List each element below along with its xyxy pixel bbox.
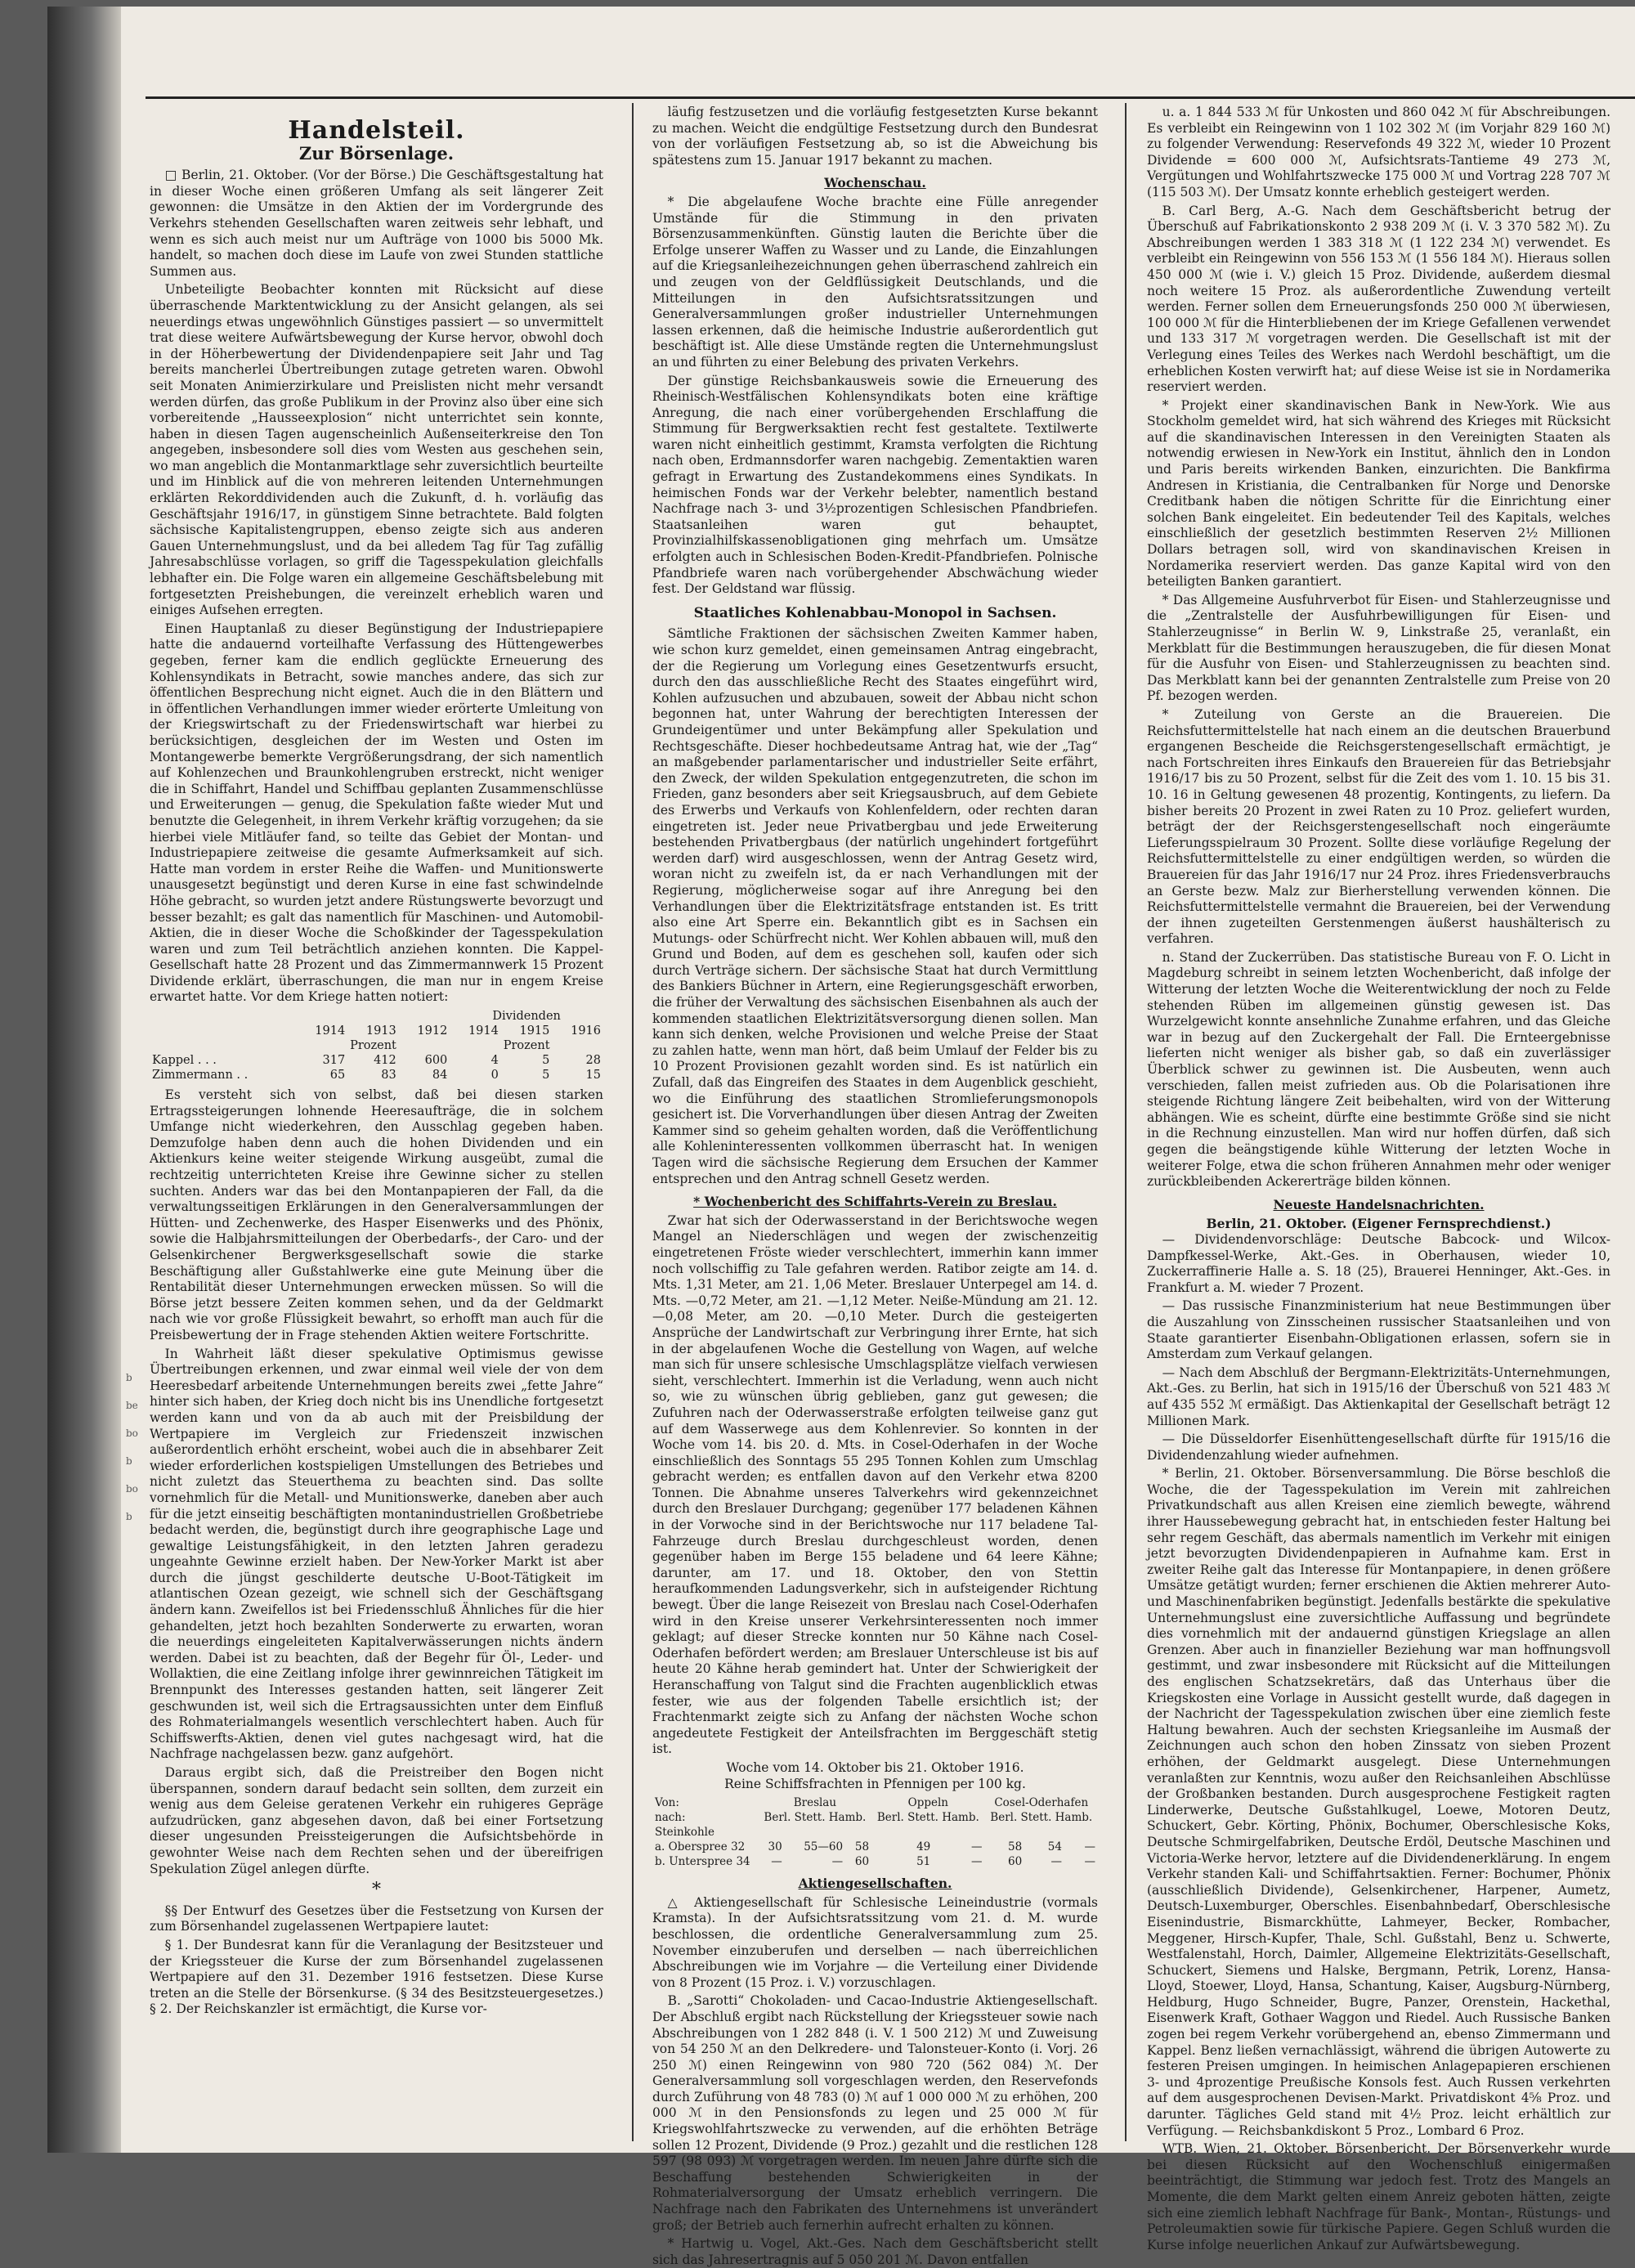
article-paragraph: * Projekt einer skandinavischen Bank in New-York. Wie aus Stockholm gemeldet wird, hat sich während des Krieges mit Rücksicht auf die skandinavischen Interessen in den Vereinigten Staaten als notwendig erwiesen in New-York ein Institut, ähnlich den in London und Paris bereits wirkenden Banken, einzurichten. Die Bankfirma Andresen in Kristiania, die Centralbanken für Norge und Denorske Creditbank haben die nötigen Schritte für die Einrichtung einer solchen Bank eingeleitet. Ein bedeutender Teil des Kapitals, welches einschließlich der gesetzlich bestimmten Reserven 2½ Millionen Dollars betragen soll, wird von skandinavischen Kreisen in Nordamerika reserviert werden. Das ganze Kapital wird von den beteiligten Banken garantiert. xyxy=(1147,397,1610,589)
article-paragraph: — Das russische Finanzministerium hat neue Bestimmungen über die Auszahlung von Zinsscheinen russischer Staatsanleihen und von Staate garantierter Eisenbahn-Obligationen erlassen, sofern sie in Amsterdam zum Verkauf gelangen. xyxy=(1147,1298,1610,1362)
table-label: Von: xyxy=(655,1796,679,1810)
table-subtitle: Reine Schiffsfrachten in Pfennigen per 100 kg. xyxy=(724,1776,1026,1791)
table-header: Oppeln xyxy=(907,1796,948,1810)
row-label: Kappel . . . xyxy=(152,1054,217,1068)
table-cell: 412 xyxy=(374,1054,396,1068)
section-heading: Staatliches Kohlenabbau-Monopol in Sachsen. xyxy=(693,604,1057,621)
article-paragraph: Es versteht sich von selbst, daß bei diesen starken Ertragssteigerungen lohnende Heeresaufträge, die in solchem Umfange nicht wiederkehren, den Ausschlag gegeben haben. Demzufolge haben denn auch die hohen Dividenden und ein Aktienkurs keine weiter steigende Wirkung ausgeübt, zumal die rechtzeitig unterrichteten Kreise ihre Gewinne sicher zu stellen suchten. Anders war das bei den Montanpapieren der Fall, da die verwaltungsseitigen Erklärungen in den Generalversammlungen der Hütten- und Zechenwerke, des Hasper Eisenwerks und des Phönix, sowie die Halbjahrsmitteilungen der Oberbedarfs-, der Caro- und der Gelsenkirchener Bergwerksgesellschaft sowie die starke Beschäftigung aller Gußstahlwerke eine gute Meinung über die Rentabilität dieser Unternehmungen erwecken müssen. So will die Börse jetzt bessere Zeiten kommen sehen, und da der Geldmarkt nach wie vor große Flüssigkeit bewahrt, so erhofft man auch für die Preisbewertung der in Frage stehenden Aktien weitere Fortschritte. xyxy=(150,1087,603,1342)
table-cell: — xyxy=(1050,1855,1062,1869)
table-year: 1914 xyxy=(315,1024,346,1038)
article-paragraph: * Hartwig u. Vogel, Akt.-Ges. Nach dem Geschäftsbericht stellt sich das Jahresertragnis auf 5 050 201 ℳ. Davon entfallen xyxy=(652,2236,1098,2267)
table-header: Cosel-Oderhafen xyxy=(994,1796,1089,1810)
table-row-head: Steinkohle xyxy=(655,1826,714,1840)
table-header: Berl. Stett. Hamb. xyxy=(764,1811,867,1825)
article-paragraph: * Zuteilung von Gerste an die Brauereien. Die Reichsfuttermittelstelle hat nach einem an die deutschen Brauerbund ergangenen Bescheide die Reichsgerstengesellschaft ermächtigt, je nach Fortschreiten ihres Einkaufs den Brauereien für das Betriebsjahr 1916/17 bis zu 50 Prozent, selbst für die Zeit des vom 1. 10. 15 bis 31. 10. 16 in Geltung gewesenen 48 prozentig, Kontingents, zu liefern. Da bisher bereits 20 Prozent in zwei Raten zu 10 Proz. geliefert wurden, beträgt der der Reichsgerstengesellschaft noch eingeräumte Lieferungsspielraum 30 Prozent. Sollte diese vorläufige Regelung der Reichsfuttermittelstelle zu einer endgültigen werden, so würden die Brauereien für das Jahr 1916/17 nur 24 Proz. ihres Friedensverbrauchs an Gerste bezw. Malz zur Bierherstellung verwenden können. Die Reichsfuttermittelstelle vermahnt die Brauereien, bei der Verwendung der ihnen zugeteilten Gerstenmengen äußerst haushälterisch zu verfahren. xyxy=(1147,706,1610,947)
section-masthead: Handelsteil. xyxy=(288,116,465,145)
article-paragraph: □ Berlin, 21. Oktober. (Vor der Börse.) Die Geschäftsgestaltung hat in dieser Woche einen größeren Umfang als seit längerer Zeit gewonnen: die Umsätze in den Aktien der im Vordergrunde des Verkehrs stehenden Gesellschaften waren zeitweis sehr lebhaft, und wenn es sich auch meist nur um Aufträge von 1000 bis 5000 Mk. handelt, so machen doch diese im Laufe von zwei Stunden stattliche Summen aus. xyxy=(150,168,603,279)
table-title: Woche vom 14. Oktober bis 21. Oktober 1916. xyxy=(726,1759,1024,1775)
article-paragraph: △ Aktiengesellschaft für Schlesische Leineindustrie (vormals Kramsta). In der Aufsichtsratssitzung vom 21. d. M. wurde beschlossen, die ordentliche Generalversammlung zum 25. November einzuberufen und derselben — nach überreichlichen Abschreibungen wie im Vorjahre — die Verteilung einer Dividende von 8 Prozent (15 Proz. i. V.) vorzuschlagen. xyxy=(652,1894,1098,1990)
row-label: b. Unterspree 34 xyxy=(655,1855,750,1869)
article-paragraph: * Die abgelaufene Woche brachte eine Fülle anregender Umstände für die Stimmung in den privaten Börsenzusammenkünften. Günstig lauten die Berichte über die Erfolge unserer Waffen zu Wasser und zu Lande, die Einzahlungen auf die Kriegsanleihezeichnungen gehen überraschend zahlreich ein und zeugen von der Geldflüssigkeit Deutschlands, und die Mitteilungen in den Aufsichtsratssitzungen und Generalversammlungen großer industrieller Unternehmungen lassen erkennen, daß die heimische Industrie außerordentlich gut beschäftigt ist. Alle diese Umstände regten die Unternehmungslust an und führten zu einer Belebung des privaten Verkehrs. xyxy=(652,194,1098,370)
article-paragraph: n. Stand der Zuckerrüben. Das statistische Bureau von F. O. Licht in Magdeburg schreibt in seinem letzten Wochenbericht, daß infolge der Witterung der letzten Woche die Weiterentwicklung der noch zu Felde stehenden Rüben im allgemeinen günstig gewesen ist. Das Wurzelgewicht konnte ansehnliche Zunahme erfahren, und das Gleiche war in bezug auf den Zuckergehalt der Fall. Die Ernteergebnisse lieferten nicht weniger als bisher gab, so daß ein zuverlässiger Überblick schwer zu gewinnen ist. Die Ausbeuten, wenn auch verschieden, fallen meist zufrieden aus. Ob die Polarisationen ihre steigende Richtung längere Zeit beibehalten, wird von der Witterung abhängen. Wie es scheint, dürfte eine bestimmte Größe sind sie nicht in die Rechnung einzustellen. Man wird nur hoffen dürfen, daß sich gegen die beängstigende kühle Witterung der letzten Woche in weiterer Folge, etwa die schon früheren Annahmen mehr oder weniger zurückbleibenden Ackererträge bilden können. xyxy=(1147,949,1610,1190)
table-cell: — xyxy=(831,1855,844,1869)
newspaper-page xyxy=(47,7,1635,2267)
table-cell: 60 xyxy=(1008,1855,1023,1869)
table-cell: — xyxy=(1084,1840,1095,1854)
table-cell: 55—60 xyxy=(804,1840,844,1854)
column-3 xyxy=(1147,105,1610,2252)
article-paragraph: läufig festzusetzen und die vorläufig festgesetzten Kurse bekannt zu machen. Weicht die endgültige Festsetzung durch den Bundesrat von der vorläufigen Festsetzung ab, so ist die Abweichung bis spätestens zum 15. Januar 1917 bekannt zu machen. xyxy=(652,105,1098,168)
table-row xyxy=(150,1068,603,1082)
table-unit: Prozent xyxy=(350,1039,396,1053)
article-title: Zur Börsenlage. xyxy=(298,142,455,164)
article-paragraph: In Wahrheit läßt dieser spekulative Optimismus gewisse Übertreibungen erkennen, und zwar einmal weil viele der von dem Heeresbedarf arbeitende Unternehmungen bereits zwei „fette Jahre“ hinter sich haben, der Krieg doch nicht bis ins Unendliche fortgesetzt werden kann und von da ab auch mit der Preisbildung der Wertpapiere im Vergleich zur Friedenszeit inzwischen außerordentlich erhöht erscheint, wobei auch die in absehbarer Zeit wieder erforderlichen kostspieligen Umstellungen des Betriebes und nicht zuletzt das Steuerthema zu beachten sind. Das sollte vornehmlich für die Metall- und Munitionswerke, daneben aber auch für die jetzt einseitig beschäftigten montanindustriellen Großbetriebe bedacht werden, die, begünstigt durch ihre geographische Lage und gewaltige Leistungsfähigkeit, in den letzten Jahren geradezu ungeahnte Gewinne erzielt haben. Der New-Yorker Markt ist aber durch die jüngst geschilderte deutsche U-Boot-Tätigkeit im atlantischen Ozean gezeigt, wie schnell sich der Geschäftsgang ändern kann. Zweifellos ist bei Friedensschluß Ähnliches für die hier gehandelten, jetzt hoch bezahlten Sonderwerte zu erwarten, woran die neuerdings eingeleiteten Kapitalverwässerungen nichts ändern werden. Dabei ist zu beachten, daß der Begehr für Öl-, Leder- und Wollaktien, die eine Zeitlang infolge ihrer gewinnreichen Tätigkeit im Brennpunkt des Interesses gestanden hatten, seit längerer Zeit geschwunden ist, weil sich die Ertragsaussichten unter dem Einfluß des Rohmaterialmangels wesentlich verschlechtert haben. Auch für Schiffswerfts-Aktien, denen viel gutes nachgesagt wird, hat die Nachfrage nachgelassen bezw. ganz aufgehört. xyxy=(150,1346,603,1762)
article-paragraph: Unbeteiligte Beobachter konnten mit Rücksicht auf diese überraschende Marktentwicklung zu der Ansicht gelangen, als sei neuerdings etwas ungewöhnlich Günstiges passiert — so unvermittelt trat diese weitere Aufwärtsbewegung der Kurse hervor, obwohl doch in der Höherbewertung der Dividendenpapiere seit Jahr und Tag bereits mancherlei Übertreibungen zutage getreten waren. Obwohl seit Monaten Animierzirkulare und Preislisten nicht mehr versandt werden dürfen, das große Publikum in der Provinz also über eine sich vorbereitende „Hausseexplosion“ nicht unterrichtet sein konnte, haben in diesen Tagen augenscheinlich Außenseiterkreise den Ton angegeben, insbesondere soll dies vom Westen aus geschehen sein, wo man angeblich die Montanmarktlage sehr zuversichtlich beurteilte und im Hinblick auf die von mehreren leitenden Unternehmungen erklärten Rekorddividenden auch die Zukunft, d. h. vorläufig das Geschäftsjahr 1916/17, in günstigem Sinne betrachtete. Bald folgten sächsische Kapitalistengruppen, ebenso zeigte sich aus anderen Gauen Unternehmungslust, und da bei alledem Tag für Tag zufällig Jahresabschlüsse vorlagen, so griff die Tagesspekulation gleichfalls lebhafter ein. Die Folge waren ein allgemeine Geschäftsbelebung mit fortgesetzten Preishebungen, die vereinzelt erheblich waren und einiges Aufsehen erregten. xyxy=(150,282,603,618)
article-paragraph: B. „Sarotti“ Chokoladen- und Cacao-Industrie Aktiengesellschaft. Der Abschluß ergibt nach Rückstellung der Kriegssteuer sowie nach Abschreibungen von 1 282 848 (i. V. 1 500 212) ℳ und Zuweisung von 54 250 ℳ an den Delkredere- und Talonsteuer-Konto (i. Vorj. 26 250 ℳ) einen Reingewinn von 980 720 (562 084) ℳ. Der Generalversammlung soll vorgeschlagen werden, den Reservefonds durch Zuführung von 48 783 (0) ℳ auf 1 000 000 ℳ zu erhöhen, 200 000 ℳ in den Pensionsfonds zu legen und 25 000 ℳ für Kriegswohlfahrtszwecke zu verwenden, auf die erhöhten Beträge sollen 12 Prozent, Dividende (9 Proz.) gezahlt und die restlichen 128 597 (98 093) ℳ vorgetragen werden. Im neuen Jahre dürfte sich die Beschaffung bestehenden Schwierigkeiten in der Rohmaterialversorgung der Umsatz erheblich verringern. Die Nachfrage nach den Fabrikaten des Unternehmens ist unverändert groß; der Betrieb auch fernerhin aufrecht erhalten zu können. xyxy=(652,1993,1098,2233)
table-year: 1915 xyxy=(519,1024,550,1038)
table-year: 1916 xyxy=(571,1024,601,1038)
table-row xyxy=(150,1053,603,1068)
table-label: nach: xyxy=(655,1811,686,1825)
table-row xyxy=(652,1854,1098,1869)
table-unit: Prozent xyxy=(503,1039,550,1053)
section-heading: Neueste Handelsnachrichten. xyxy=(1273,1196,1485,1212)
table-cell: 0 xyxy=(490,1069,499,1082)
table-year: 1914 xyxy=(468,1024,499,1038)
table-cell: 83 xyxy=(381,1069,396,1082)
article-paragraph: §§ Der Entwurf des Gesetzes über die Festsetzung von Kursen der zum Börsenhandel zugelassenen Wertpapiere lautet: xyxy=(150,1903,603,1934)
table-cell: — xyxy=(971,1840,983,1854)
table-header: Breslau xyxy=(793,1796,837,1810)
article-paragraph: Einen Hauptanlaß zu dieser Begünstigung der Industriepapiere hatte die andauernd vorteilhafte Verfassung des Hüttengewerbes gegeben, ferner kam die endlich geglückte Erneuerung des Kohlensyndikats in Betracht, sowie manches andere, das sich zur öffentlichen Besprechung nicht eignet. Auch die in den Blättern und in öffentlichen Verhandlungen immer wieder erörterte Umleitung von der Kriegswirtschaft zu der Friedenswirtschaft war hierbei zu berücksichtigen, desgleichen der im Westen und Osten im Montangewerbe bemerkte Vergrößerungsdrang, der sich namentlich auf Kohlenzechen und Braunkohlengruben erstreckt, nicht weniger die in Schiffahrt, Handel und Schiffbau geplanten Zusammenschlüsse und Erweiterungen — genug, die Spekulation faßte wieder Mut und benutzte die Gelegenheit, in ihrem Verkehr kräftig vorzugehen; da sie hierbei viele Mitläufer fand, so teilte das Gebiet der Montan- und Industriepapiere zeitweise die gesamte Aufmerksamkeit auf sich. Hatte man vordem in erster Reihe die Waffen- und Munitionswerte unausgesetzt begünstigt und deren Kurse in eine fast schwindelnde Höhe gebracht, so wurden jetzt andere Rüstungswerte bevorzugt und besser bezahlt; es galt das namentlich für Maschinen- und Automobil-Aktien, die in dieser Woche die Schoßkinder der Tagesspekulation waren und zum Teil beträchtlich anziehen konnten. Die Kappel-Gesellschaft hatte 28 Prozent und das Zimmermannwerk 15 Prozent Dividende erklärt, überraschungen, die man nur in engem Kreise erwartet hatte. Vor dem Kriege hatten notiert: xyxy=(150,621,603,1005)
section-separator: * xyxy=(372,1880,381,1901)
table-cell: 58 xyxy=(854,1840,870,1854)
table-cell: 58 xyxy=(1008,1840,1023,1854)
table-cell: 4 xyxy=(490,1054,499,1068)
article-paragraph: — Nach dem Abschluß der Bergmann-Elektrizitäts-Unternehmungen, Akt.-Ges. zu Berlin, hat sich in 1915/16 der Überschuß von 521 483 ℳ auf 435 552 ℳ ermäßigt. Das Aktienkapital der Gesellschaft beträgt 12 Millionen Mark. xyxy=(1147,1365,1610,1428)
table-group-label: Dividenden xyxy=(492,1010,561,1024)
table-cell: 54 xyxy=(1047,1840,1062,1854)
article-paragraph: WTB. Wien, 21. Oktober. Börsenbericht. Der Börsenverkehr wurde bei diesen Rücksicht auf den Wochenschluß einigermaßen beeinträchtigt, die Stimmung war jedoch fest. Trotz des Mangels an Momente, die dem Markt gelten einem Anreiz geboten hätten, zeigte sich eine ziemlich lebhaft Nachfrage für Bank-, Montan-, Rüstungs- und Petroleumaktien sowie für türkische Papiere. Gegen Schluß wurden die Kurse infolge neuerlichen Ankauf zur Aufwärtsbewegung. xyxy=(1147,2141,1610,2252)
table-cell: 600 xyxy=(424,1054,448,1068)
article-paragraph: * Das Allgemeine Ausfuhrverbot für Eisen- und Stahlerzeugnisse und die „Zentralstelle der Ausfuhrbewilligungen für Eisen- und Stahlerzeugnisse“ in Berlin W. 9, Linkstraße 25, veranlaßt, ein Merkblatt für die Bestimmungen herauszugeben, die für diesen Monat für die Ausfuhr von Eisen- und Stahlerzeugnissen zu beachten sind. Das Merkblatt kann bei der genannten Zentralstelle zum Preise von 20 Pf. bezogen werden. xyxy=(1147,592,1610,704)
article-paragraph: Sämtliche Fraktionen der sächsischen Zweiten Kammer haben, wie schon kurz gemeldet, einen gemeinsamen Antrag eingebracht, der die Regierung um Vorlegung eines Gesetzentwurfs ersucht, durch den das ausschließliche Recht des Staates eingeführt wird, Kohlen aufzusuchen und abzubauen, soweit der Abbau nicht schon begonnen hat, unter Wahrung der berechtigten Interessen der Grundeigentümer und unter Bekämpfung aller Spekulation und Rechtsgeschäfte. Dieser hochbedeutsame Antrag hat, wie der „Tag“ an maßgebender parlamentarischer und industrieller Seite erfährt, den Zweck, der wilden Spekulation entgegenzutreten, die schon im Frieden, ganz besonders aber seit Kriegsausbruch, auf dem Gebiete des Erwerbs und Verkaufs von Kohlenfeldern, oder rechten daran eingetreten ist. Jeder neue Privatbergbau und jede Erweiterung bestehenden Privatbergbaus (der natürlich ungehindert fortgeführt werden darf) wird ausgeschlossen, wenn der Antrag Gesetz wird, woran nicht zu zweifeln ist, da er nach Verhandlungen mit der Regierung, möglicherweise sogar auf ihre Anregung bei den Verhandlungen über die Elektrizitätsfrage entstanden ist. Es tritt also eine Art Sperre ein. Bekanntlich gibt es in Sachsen ein Mutungs- oder Schürfrecht nicht. Wer Kohlen abbauen will, muß den Grund und Boden, auf dem es geschehen soll, kaufen oder sich durch Verträge sichern. Der sächsische Staat hat durch Vermittlung des Bankiers Büchner in Artern, eine Regierungsgeschäft erworben, die früher der Verwaltung des sächsischen Eisenbahnen als auch der kommenden staatlichen Elektrizitätsversorgung dienen sollen. Man kann sich denken, welche Provisionen und welche Preise der Staat zu zahlen hatte, wenn man hört, daß beim Umlauf der Felder bis zu 10 Prozent Provisionen gezahlt worden sind. Es ist natürlich ein Zufall, daß das Eingreifen des Staates in dem Augenblick geschieht, wo die Einführung des staatlichen Stromlieferungsmonopols gesichert ist. Die Vorverhandlungen über diesen Antrag der Zweiten Kammer sind so geheim gehalten worden, daß die Veröffentlichung alle Kohleninteressenten vollkommen überrascht hat. In wenigen Tagen wird die sächsische Regierung dem Ersuchen der Kammer entsprechen und den Antrag schnell Gesetz werden. xyxy=(652,626,1098,1186)
article-paragraph: — Dividendenvorschläge: Deutsche Babcock- und Wilcox-Dampfkessel-Werke, Akt.-Ges. in Oberhausen, wieder 10, Zuckerraffinerie Halle a. S. 18 (25), Brauerei Henninger, Akt.-Ges. in Frankfurt a. M. wieder 7 Prozent. xyxy=(1147,1231,1610,1295)
section-heading: * Wochenbericht des Schiffahrts-Verein zu Breslau. xyxy=(693,1194,1057,1210)
article-paragraph: Zwar hat sich der Oderwasserstand in der Berichtswoche wegen Mangel an Niederschlägen und wegen der zwischenzeitig eingetretenen Fröste wieder verschlechtert, immerhin kann immer noch vollschiffig zu Tale gefahren werden. Ratibor zeigte am 14. d. Mts. 1,31 Meter, am 21. 1,06 Meter. Breslauer Unterpegel am 14. d. Mts. —0,72 Meter, am 21. —1,12 Meter. Neiße-Mündung am 21. 12. —0,08 Meter, am 20. —0,10 Meter. Durch die gesteigerten Ansprüche der Landwirtschaft zur Verbringung ihrer Ernte, hat sich in der abgelaufenen Woche die Gestellung von Wagen, auf welche man sich für unsere schlesische Umschlagsplätze vielfach verwiesen sieht, verschlechtert. Immerhin ist die Verladung, wenn auch nicht so, wie zu wünschen übrig geblieben, ganz gut gewesen; die Zufuhren nach der Oderwasserstraße erfolgten teilweise ganz gut auf dem Wasserwege aus dem Kohlenrevier. So konnten in der Woche vom 14. bis 20. d. Mts. in Cosel-Oderhafen in der Woche einschließlich des Sonntags 55 295 Tonnen Kohlen zum Umschlag gebracht werden; es entfallen davon auf den Verkehr etwa 8200 Tonnen. Die Abnahme unseres Talverkehrs wird gekennzeichnet durch den Breslauer Durchgang; gegenüber 177 beladenen Kähnen in der Vorwoche sind in der Berichtswoche nur 117 beladene Tal-Fahrzeuge durch Breslau durchgeschleust worden, denen gegenüber haben im Berge 155 beladene und 64 leere Kähne; darunter, am 17. und 18. Oktober, den von Stettin heraufkommenden Ladungsverkehr, sich in aufsteigender Richtung bewegt. Über die lange Reisezeit von Breslau nach Cosel-Oderhafen wird in den Kreise unserer Verkehrsinteressenten noch immer geklagt; auf dieser Strecke konnten nur 50 Kähne nach Cosel-Oderhafen befördert werden; am Breslauer Unterschleuse ist bis auf heute 20 Kähne herab gemindert hat. Unter der Schwierigkeit der Heranschaffung von Talgut sind die Frachten augenblicklich etwas fester, wie aus der folgenden Tabelle ersichtlich ist; der Frachtenmarkt zeigte sich zu Anfang der nächsten Woche schon angedeutete Festigkeit der Anteilsfrachten im Berggeschäft stetig ist. xyxy=(652,1212,1098,1757)
article-paragraph: u. a. 1 844 533 ℳ für Unkosten und 860 042 ℳ für Abschreibungen. Es verbleibt ein Reingewinn von 1 102 302 ℳ (im Vorjahr 829 160 ℳ) zu folgender Verwendung: Reservefonds 49 322 ℳ, wieder 10 Prozent Dividende = 600 000 ℳ, Aufsichtsrats-Tantieme 49 273 ℳ, Vergütungen und Wohlfahrtszwecke 175 000 ℳ und Vortrag 228 707 ℳ (115 503 ℳ). Der Umsatz konnte erheblich gesteigert werden. xyxy=(1147,105,1610,199)
table-cell: 30 xyxy=(768,1840,782,1854)
table-cell: 60 xyxy=(854,1855,870,1869)
table-cell: — xyxy=(771,1855,782,1869)
table-cell: 49 xyxy=(916,1840,931,1854)
article-paragraph: * Berlin, 21. Oktober. Börsenversammlung. Die Börse beschloß die Woche, die der Tagesspekulation im Verein mit zahlreichen Privatkundschaft aus allen Kreisen eine ziemlich bewegte, während ihrer Haussebewegung gebracht hat, in entschieden fester Haltung bei sehr regem Geschäft, das abermals namentlich im Verkehr mit einigen jetzt bevorzugten Dividendenpapieren in Aufnahme kam. Erst in zweiter Reihe galt das Interesse für Montanpapiere, in denen größere Umsätze getätigt wurden; ferner erschienen die Aktien mehrerer Auto- und Maschinenfabriken begünstigt. Jedenfalls bestärkte die spekulative Unternehmungslust eine zuversichtliche Auffassung und begründete dies vornehmlich mit der andauernd günstigen Kriegslage an allen Grenzen. Aber auch in finanzieller Beziehung war man hoffnungsvoll gestimmt, und zwar insbesondere mit Rücksicht auf die Mitteilungen des englischen Schatzsekretärs, daß das Unterhaus über die Kriegskosten eine Vorlage in Aussicht gestellt wurde, daß dagegen in der Nachricht der Tagesspekulation zwischen über eine ziemlich feste Haltung bewahren. Auch der sechsten Kriegsanleihe im Ausmaß der Zeichnungen auch schon den hoben Zinssatz von sieben Prozent erhöhen, der Geldmarkt ausgelegt. Diese Unternehmungen veranlaßten zur Kenntnis, wozu außer den Reichsanleihen Abschlüsse der Großbanken bestanden. Durch ausgesprochene Festigkeit ragten Linderwerke, Deutsche Gußstahlkugel, Loewe, Motoren Deutz, Schuckert, Gebr. Körting, Phönix, Bochumer, Oberschlesische Koks, Deutsche Schmirgelfabriken, Deutsche Erdöl, Deutsche Maschinen und Victoria-Werke hervor, letztere auf die Dividendenerklärung. In engem Verkehr standen Kali- und Schiffahrtsaktien. Ferner: Bochumer, Phönix (ausschließlich Dividende), Gelsenkirchener, Harpener, Aumetz, Deutsch-Luxemburger, Oberschles. Eisenbahnbedarf, Oberschlesische Eisenindustrie, Bismarckhütte, Lahmeyer, Becker, Rombacher, Meggener, Hirsch-Kupfer, Thale, Schl. Gußstahl, Benz u. Schwerte, Westfalenstahl, Horch, Daimler, Allgemeine Elektrizitäts-Gesellschaft, Schuckert, Siemens und Halske, Bergmann, Petrik, Lorenz, Hansa-Lloyd, Stoewer, Lloyd, Hansa, Schantung, Kaiser, Augsburg-Nürnberg, Heldburg, Hugo Schneider, Bugre, Panzer, Orenstein, Hackethal, Eisenwerk Kraft, Gothaer Waggon und Riedel. Auch Russische Banken zogen bei regem Verkehr vorübergehend an, ebenso Zimmermann und Kappel. Benz ließen vernachlässigt, während die übrigen Autowerte zu festeren Preisen umgingen. In heimischen Anlagepapieren erschienen 3- und 4prozentige Preußische Konsols fest. Auch Russen verkehrten auf dem ausgesprochenen Devisen-Markt. Privatdiskont 4⅝ Proz. und darunter. Tägliches Geld stand mit 4½ Proz. leicht erhältlich zur Verfügung. — Reichsbankdiskont 5 Proz., Lombard 6 Proz. xyxy=(1147,1466,1610,2138)
row-label: a. Oberspree 32 xyxy=(655,1840,746,1854)
top-rule xyxy=(146,96,1635,99)
table-cell: 317 xyxy=(322,1054,346,1068)
section-heading: Aktiengesellschaften. xyxy=(798,1876,952,1892)
table-year: 1912 xyxy=(417,1024,448,1038)
table-cell: 84 xyxy=(432,1069,448,1082)
table-cell: — xyxy=(1084,1855,1095,1869)
article-paragraph: B. Carl Berg, A.-G. Nach dem Geschäftsbericht betrug der Überschuß auf Fabrikationskonto 2 938 209 ℳ (i. V. 3 370 582 ℳ). Zu Abschreibungen werden 1 383 318 ℳ (1 122 234 ℳ) verwendet. Es verbleibt ein Reingewinn von 556 153 ℳ (1 556 184 ℳ). Hieraus sollen 450 000 ℳ (wie i. V.) gleich 15 Proz. Dividende, außerdem diesmal noch weitere 15 Proz. als außerordentliche Zuwendung verteilt werden. Ferner sollen dem Erneuerungsfonds 250 000 ℳ überwiesen, 100 000 ℳ für die Hinterbliebenen der im Kriege Gefallenen verwendet und 133 317 ℳ vorgetragen werden. Die Gesellschaft ist mit der Verlegung eines Teiles des Werkes nach Werdohl beschäftigt, um die erheblichen Kosten verwirft hat; auf diese Weise ist sie in Nordamerika reserviert werden. xyxy=(1147,203,1610,395)
table-cell: 65 xyxy=(329,1069,346,1082)
article-paragraph: Der günstige Reichsbankausweis sowie die Erneuerung des Rheinisch-Westfälischen Kohlensyndikats boten eine kräftige Anregung, die nach einer vorübergehenden Erschlaffung die Stimmung für Bergwerksaktien recht fest gestaltete. Textilwerte waren nicht einheitlich gestimmt, Kramsta verfolgten die Richtung nach oben, Erdmannsdorfer waren nachgebig. Zementaktien waren gefragt in Erwartung des Zustandekommens eines Syndikats. In heimischen Fonds war der Verkehr belebter, namentlich bestand Nachfrage nach 3- und 3½prozentigen Schlesischen Pfandbriefen. Staatsanleihen waren gut behauptet, Provinzialhilfskassenobligationen ging mehrfach um. Umsätze erfolgten auch in Schlesischen Boden-Kredit-Pfandbriefen. Polnische Pfandbriefe waren nach vorübergehender Abschwächung wieder fest. Der Geldstand war flüssig. xyxy=(652,373,1098,597)
dividend-table xyxy=(150,1009,603,1082)
table-cell: — xyxy=(971,1855,983,1869)
dateline: Berlin, 21. Oktober. (Eigener Fernsprechdienst.) xyxy=(1206,1216,1552,1232)
column-1 xyxy=(150,105,603,2145)
page-binding-shadow xyxy=(47,7,121,2153)
article-paragraph: Daraus ergibt sich, daß die Preistreiber den Bogen nicht überspannen, sondern darauf bedacht sein sollten, dem zurzeit ein wenig aus dem Geleise geratenen Verkehr ein ruhigeres Gepräge aufzudrücken, ganz abgesehen davon, daß bei einer Fortsetzung dieser ungesunden Preissteigerungen die Aufsichtsbehörde in gewohnter Weise nach dem Rechten sehen und der übereifrigen Spekulation Zügel anlegen dürfte. xyxy=(150,1765,603,1876)
freight-table xyxy=(652,1795,1098,1869)
table-cell: 15 xyxy=(585,1069,601,1082)
article-paragraph: — Die Düsseldorfer Eisenhüttengesellschaft dürfte für 1915/16 die Dividendenzahlung wieder aufnehmen. xyxy=(1147,1432,1610,1463)
table-cell: 5 xyxy=(542,1069,550,1082)
table-row xyxy=(652,1840,1098,1854)
column-rule-2 xyxy=(1125,103,1127,2141)
column-rule-1 xyxy=(632,103,634,2141)
table-cell: 5 xyxy=(542,1054,550,1068)
table-year: 1913 xyxy=(365,1024,396,1038)
row-label: Zimmermann . . xyxy=(152,1069,249,1082)
table-cell: 51 xyxy=(916,1855,931,1869)
margin-marks: b be bo b bo b xyxy=(126,1372,138,1522)
section-heading: Wochenschau. xyxy=(824,175,926,191)
article-paragraph: § 1. Der Bundesrat kann für die Veranlagung der Besitzsteuer und der Kriegssteuer die Kurse der zum Börsenhandel zugelassenen Wertpapiere auf den 31. Dezember 1916 festsetzen. Diese Kurse treten an die Stelle der Börsenkurse. (§ 34 des Besitzsteuergesetzes.) § 2. Der Reichskanzler ist ermächtigt, die Kurse vor- xyxy=(150,1937,603,2017)
table-header: Berl. Stett. Hamb. xyxy=(876,1811,979,1825)
table-cell: 28 xyxy=(585,1054,601,1068)
column-2 xyxy=(652,105,1098,2267)
table-header: Berl. Stett. Hamb. xyxy=(990,1811,1093,1825)
